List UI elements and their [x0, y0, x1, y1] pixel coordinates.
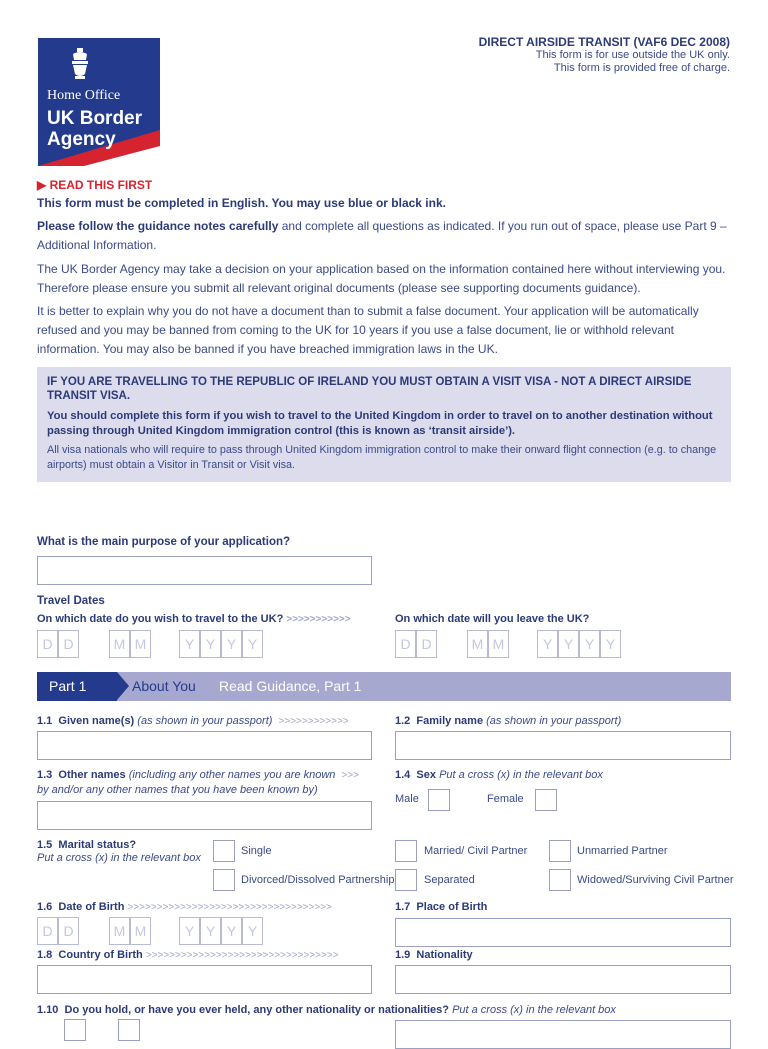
date-box-day[interactable]: D: [58, 630, 79, 658]
arrival-date-label-text: On which date do you wish to travel to the UK?: [37, 613, 284, 625]
notice-body-bold: You should complete this form if you wish to travel to the United Kingdom in order to travel on to another destination without passing through United Kingdom immigration control (this is known as ‘transit airside’).: [47, 410, 713, 437]
date-box-year[interactable]: Y: [179, 917, 200, 945]
royal-crest-icon: [69, 48, 91, 80]
cob-title: Country of Birth: [58, 949, 143, 961]
dob-arrows: >>>>>>>>>>>>>>>>>>>>>>>>>>>>>>>>>>>: [127, 902, 332, 913]
pob-title: Place of Birth: [416, 901, 488, 913]
date-box-month[interactable]: M: [130, 630, 151, 658]
other-nationality-title: Do you hold, or have you ever held, any other nationality or nationalities?: [64, 1004, 449, 1016]
dob-num: 1.6: [37, 901, 53, 913]
marital-separated-checkbox[interactable]: [395, 869, 417, 891]
given-name-arrows: >>>>>>>>>>>>: [278, 716, 349, 727]
date-box-day[interactable]: D: [416, 630, 437, 658]
form-title: DIRECT AIRSIDE TRANSIT (VAF6 DEC 2008): [478, 35, 730, 49]
logo-home-office: Home Office: [47, 88, 121, 103]
family-name-hint: (as shown in your passport): [486, 715, 622, 727]
false-document-paragraph: It is better to explain why you do not have a document than to submit a false document. Your application will be automatically refused and you may be banned from coming to the UK for 10 years if you use a false document, lie or withhold relevant information. You may also be banned if you have breached immigration laws in the UK.: [37, 304, 699, 356]
date-box-year[interactable]: Y: [537, 630, 558, 658]
part1-title: About You: [132, 678, 196, 694]
uk-border-agency-logo: [38, 38, 160, 166]
date-box-year[interactable]: Y: [600, 630, 621, 658]
other-names-arrows: >>>: [341, 770, 360, 781]
read-this-first: ▶ READ THIS FIRST: [37, 178, 153, 192]
part1-guidance: Read Guidance, Part 1: [219, 678, 362, 694]
form-header: [370, 36, 730, 75]
ink-instruction: This form must be completed in English. You may use blue or black ink.: [37, 196, 446, 210]
marital-widowed-checkbox[interactable]: [549, 869, 571, 891]
marital-divorced-checkbox[interactable]: [213, 869, 235, 891]
guidance-paragraph: [37, 217, 732, 255]
marital-separated-label: Separated: [424, 874, 475, 886]
sex-male-checkbox[interactable]: [428, 789, 450, 811]
marital-hint: Put a cross (x) in the relevant box: [37, 852, 201, 864]
date-box-month[interactable]: M: [109, 917, 130, 945]
date-box-day[interactable]: D: [58, 917, 79, 945]
other-names-title: Other names: [58, 769, 126, 781]
nationality-num: 1.9: [395, 949, 411, 961]
given-name-label: [37, 715, 349, 727]
cob-label: [37, 949, 339, 961]
cob-num: 1.8: [37, 949, 53, 961]
nationality-label: [395, 949, 473, 961]
nationality-input[interactable]: [395, 965, 731, 994]
other-nationality-input[interactable]: [395, 1020, 731, 1049]
decision-paragraph: The UK Border Agency may take a decision on your application based on the information contained here without interviewing you. Therefore please ensure you submit all relevant original documents (please see supporting documents guidance).: [37, 262, 726, 295]
other-names-label: [37, 769, 359, 781]
dob-title: Date of Birth: [58, 901, 125, 913]
date-box-year[interactable]: Y: [579, 630, 600, 658]
marital-married-label: Married/ Civil Partner: [424, 845, 528, 857]
given-name-input[interactable]: [37, 731, 372, 760]
part1-tag: Part 1: [37, 672, 117, 701]
date-box-year[interactable]: Y: [242, 630, 263, 658]
date-box-month[interactable]: M: [467, 630, 488, 658]
guidance-rest: and complete all questions as indicated. If you run out of space, please use Part 9 – Additional Information.: [37, 219, 727, 252]
date-box-year[interactable]: Y: [558, 630, 579, 658]
date-box-year[interactable]: Y: [242, 917, 263, 945]
marital-hint-wrap: [37, 852, 201, 864]
family-name-input[interactable]: [395, 731, 731, 760]
part1-arrow-icon: [117, 672, 129, 700]
other-nationality-label: [37, 1004, 616, 1016]
other-nationality-hint: Put a cross (x) in the relevant box: [452, 1004, 616, 1016]
other-names-hint-1: (including any other names you are known: [128, 769, 336, 781]
given-name-hint: (as shown in your passport): [137, 715, 273, 727]
other-nationality-no-checkbox[interactable]: [118, 1019, 140, 1041]
marital-unmarried-checkbox[interactable]: [549, 840, 571, 862]
logo-agency-name: UK Border Agency: [47, 108, 143, 150]
family-name-num: 1.2: [395, 715, 411, 727]
nationality-title: Nationality: [416, 949, 473, 961]
date-box-year[interactable]: Y: [200, 917, 221, 945]
date-box-day[interactable]: D: [395, 630, 416, 658]
marital-unmarried-label: Unmarried Partner: [577, 845, 668, 857]
date-box-year[interactable]: Y: [221, 630, 242, 658]
marital-married-checkbox[interactable]: [395, 840, 417, 862]
sex-label: [395, 769, 603, 781]
family-name-label: [395, 715, 621, 727]
other-names-input[interactable]: [37, 801, 372, 830]
marital-title: Marital status?: [58, 839, 137, 851]
marital-single-label: Single: [241, 845, 272, 857]
marital-single-checkbox[interactable]: [213, 840, 235, 862]
cob-arrows: >>>>>>>>>>>>>>>>>>>>>>>>>>>>>>>>>: [145, 950, 339, 961]
pob-input[interactable]: [395, 918, 731, 947]
marital-status-label: [37, 839, 136, 851]
leave-date-input[interactable]: [395, 630, 645, 660]
sex-num: 1.4: [395, 769, 411, 781]
family-name-title: Family name: [416, 715, 484, 727]
date-box-day[interactable]: D: [37, 917, 58, 945]
purpose-question: What is the main purpose of your application?: [37, 536, 291, 548]
sex-title: Sex: [416, 769, 436, 781]
leave-date-label: On which date will you leave the UK?: [395, 613, 590, 625]
dob-input[interactable]: [37, 917, 287, 947]
other-names-num: 1.3: [37, 769, 53, 781]
date-box-month[interactable]: M: [109, 630, 130, 658]
dob-label: [37, 901, 332, 913]
sex-female-label: Female: [487, 793, 524, 805]
sex-female-checkbox[interactable]: [535, 789, 557, 811]
arrival-date-label: [37, 613, 351, 625]
pob-label: [395, 901, 487, 913]
marital-num: 1.5: [37, 839, 53, 851]
pob-num: 1.7: [395, 901, 411, 913]
form-subtitle-1: This form is for use outside the UK only.: [535, 49, 730, 61]
other-names-hint-2: by and/or any other names that you have been known by): [37, 784, 318, 796]
date-box-month[interactable]: M: [488, 630, 509, 658]
date-box-year[interactable]: Y: [221, 917, 242, 945]
marital-divorced-label: Divorced/Dissolved Partnership: [241, 874, 395, 886]
other-names-hint-2-wrap: [37, 784, 318, 796]
date-box-year[interactable]: Y: [179, 630, 200, 658]
arrival-date-input[interactable]: [37, 630, 287, 660]
given-name-num: 1.1: [37, 715, 53, 727]
date-box-month[interactable]: M: [130, 917, 151, 945]
travel-dates-heading: Travel Dates: [37, 595, 105, 607]
other-nationality-yes-checkbox[interactable]: [64, 1019, 86, 1041]
sex-hint: Put a cross (x) in the relevant box: [439, 769, 603, 781]
part1-header: [37, 672, 731, 701]
sex-male-label: Male: [395, 793, 419, 805]
given-name-title: Given name(s): [58, 715, 135, 727]
ireland-notice: [37, 367, 731, 482]
notice-heading: IF YOU ARE TRAVELLING TO THE REPUBLIC OF IRELAND YOU MUST OBTAIN A VISIT VISA - NOT A DIRECT AIRSIDE TRANSIT VISA.: [47, 376, 692, 402]
date-box-day[interactable]: D: [37, 630, 58, 658]
form-subtitle-2: This form is provided free of charge.: [553, 62, 730, 74]
other-nationality-num: 1.10: [37, 1004, 59, 1016]
date-box-year[interactable]: Y: [200, 630, 221, 658]
cob-input[interactable]: [37, 965, 372, 994]
notice-body: All visa nationals who will require to pass through United Kingdom immigration control to make their onward flight connection (e.g. to change airports) must obtain a Visitor in Transit or Visit visa.: [47, 444, 717, 471]
marital-widowed-label: Widowed/Surviving Civil Partner: [577, 874, 734, 886]
purpose-input[interactable]: [37, 556, 372, 585]
guidance-bold: Please follow the guidance notes carefully: [37, 219, 279, 233]
arrival-arrows: >>>>>>>>>>>: [286, 614, 351, 625]
